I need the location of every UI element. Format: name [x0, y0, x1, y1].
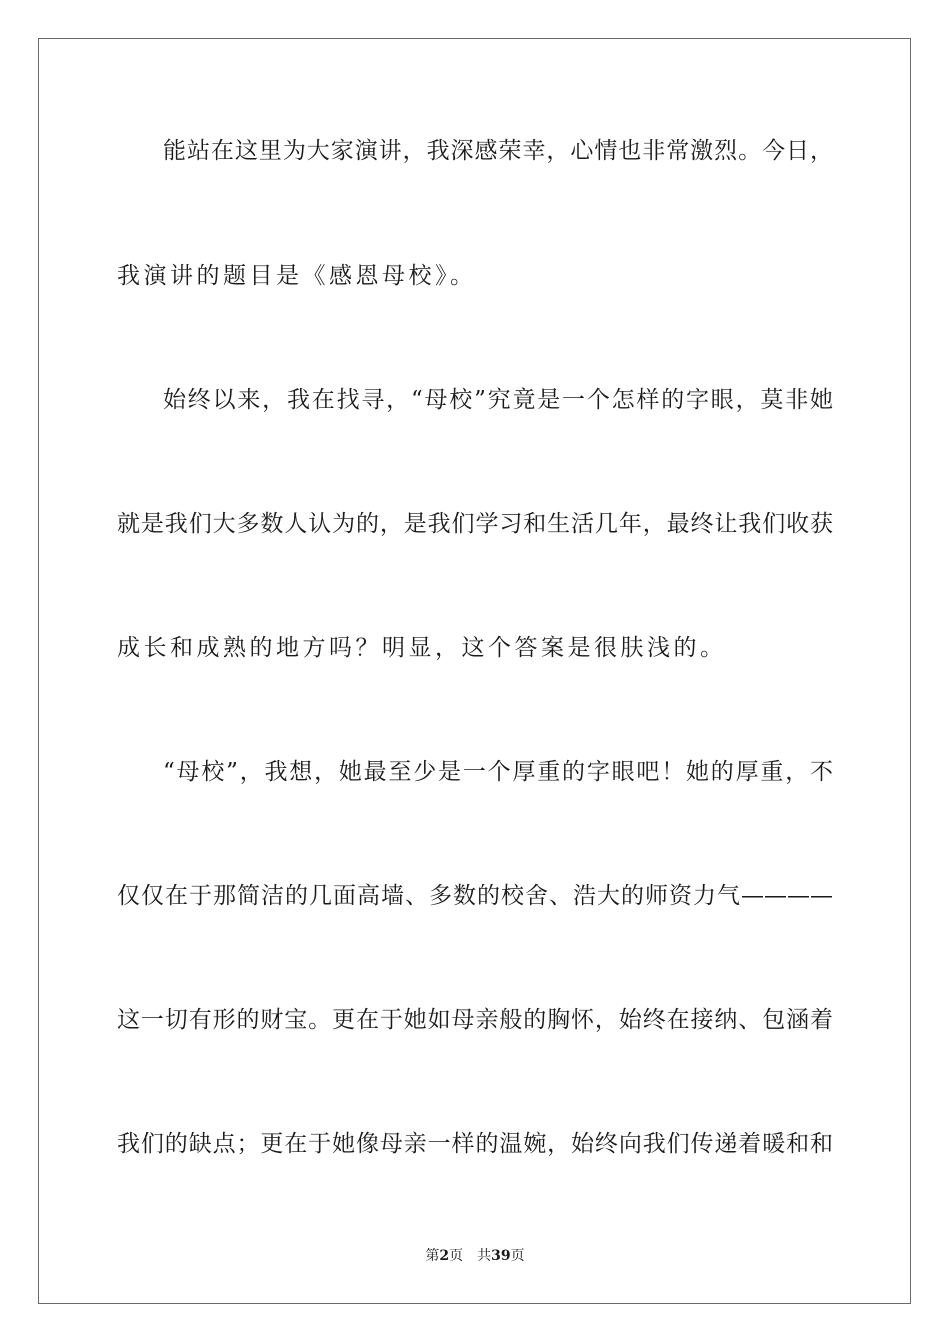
paragraph-3-line-1: “母校”，我想，她最至少是一个厚重的字眼吧！她的厚重，不: [163, 759, 833, 785]
paragraph-2-line-2: 就是我们大多数人认为的，是我们学习和生活几年，最终让我们收获: [117, 511, 833, 537]
page-footer: [0, 1247, 950, 1265]
paragraph-1-line-2: 我演讲的题目是《感恩母校》。: [117, 263, 477, 289]
page-border: [38, 38, 911, 1304]
paragraph-3-line-2: 仅仅在于那简洁的几面高墙、多数的校舍、浩大的师资力气————: [117, 883, 833, 909]
paragraph-3-line-3: 这一切有形的财宝。更在于她如母亲般的胸怀，始终在接纳、包涵着: [117, 1007, 833, 1033]
total-pages-label: 共39页: [477, 1248, 525, 1264]
page-number-label: 第2页: [425, 1248, 464, 1264]
paragraph-2-line-1: 始终以来，我在找寻，“母校”究竟是一个怎样的字眼，莫非她: [163, 387, 833, 413]
paragraph-2-line-3: 成长和成熟的地方吗？明显，这个答案是很肤浅的。: [117, 635, 727, 661]
paragraph-1-line-1: 能站在这里为大家演讲，我深感荣幸，心情也非常激烈。今日，: [163, 138, 833, 164]
paragraph-3-line-4: 我们的缺点；更在于她像母亲一样的温婉，始终向我们传递着暖和和: [117, 1131, 833, 1157]
